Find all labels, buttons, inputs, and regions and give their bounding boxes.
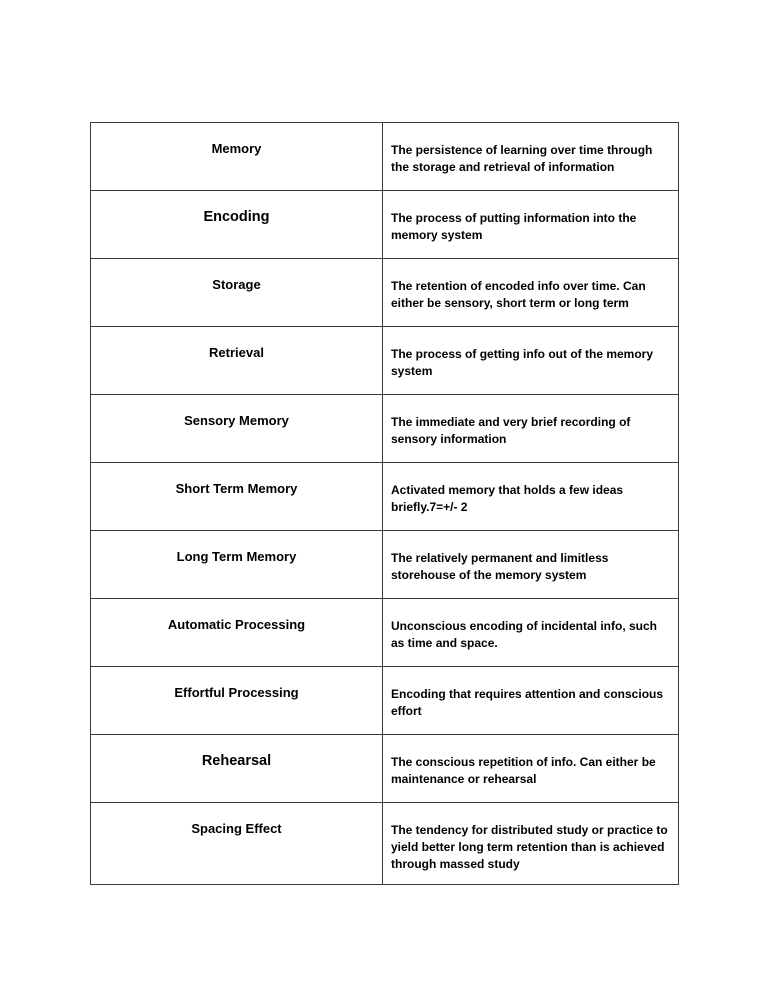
definition-cell (383, 463, 679, 531)
definition-cell (383, 259, 679, 327)
table-row (91, 531, 679, 599)
term-effortful-processing: Effortful Processing (174, 685, 299, 700)
term-sensory-memory: Sensory Memory (184, 413, 289, 428)
definition-memory: The persistence of learning over time through the storage and retrieval of information (391, 143, 653, 174)
definition-effortful-processing: Encoding that requires attention and conscious effort (391, 687, 664, 718)
term-cell (91, 735, 383, 803)
definition-cell (383, 395, 679, 463)
definition-cell (383, 123, 679, 191)
term-cell (91, 191, 383, 259)
table-row (91, 463, 679, 531)
table-row (91, 395, 679, 463)
definition-cell (383, 667, 679, 735)
term-rehearsal: Rehearsal (201, 753, 272, 769)
definition-cell (383, 803, 679, 885)
definition-long-term-memory: The relatively permanent and limitless storehouse of the memory system (391, 551, 609, 582)
definition-cell (383, 599, 679, 667)
table-row (91, 191, 679, 259)
term-cell (91, 599, 383, 667)
term-cell (91, 259, 383, 327)
term-long-term-memory: Long Term Memory (176, 549, 297, 564)
term-memory: Memory (211, 141, 262, 156)
definition-cell (383, 531, 679, 599)
definition-cell (383, 735, 679, 803)
table-row (91, 599, 679, 667)
term-cell (91, 327, 383, 395)
term-cell (91, 123, 383, 191)
term-cell (91, 531, 383, 599)
definition-cell (383, 327, 679, 395)
table-row (91, 327, 679, 395)
definition-short-term-memory: Activated memory that holds a few ideas briefly.7=+/- 2 (391, 483, 624, 514)
glossary-table (90, 122, 679, 885)
definition-sensory-memory: The immediate and very brief recording of sensory information (391, 415, 631, 446)
term-automatic-processing: Automatic Processing (167, 617, 306, 632)
term-retrieval: Retrieval (209, 345, 264, 360)
definition-automatic-processing: Unconscious encoding of incidental info, such as time and space. (391, 619, 658, 650)
table-row (91, 735, 679, 803)
table-row (91, 667, 679, 735)
table-row (91, 803, 679, 885)
term-cell (91, 803, 383, 885)
term-cell (91, 667, 383, 735)
term-encoding: Encoding (203, 209, 270, 225)
table-row (91, 259, 679, 327)
table-row (91, 123, 679, 191)
definition-retrieval: The process of getting info out of the memory system (391, 347, 654, 378)
definition-encoding: The process of putting information into the memory system (391, 211, 637, 242)
definition-cell (383, 191, 679, 259)
term-storage: Storage (212, 277, 261, 292)
definition-storage: The retention of encoded info over time. Can either be sensory, short term or long term (391, 279, 646, 310)
term-short-term-memory: Short Term Memory (175, 481, 298, 496)
definition-rehearsal: The conscious repetition of info. Can either be maintenance or rehearsal (391, 755, 656, 786)
term-cell (91, 463, 383, 531)
term-cell (91, 395, 383, 463)
term-spacing-effect: Spacing Effect (191, 821, 282, 836)
definition-spacing-effect: The tendency for distributed study or practice to yield better long term retention than is achieved through massed study (391, 823, 668, 871)
